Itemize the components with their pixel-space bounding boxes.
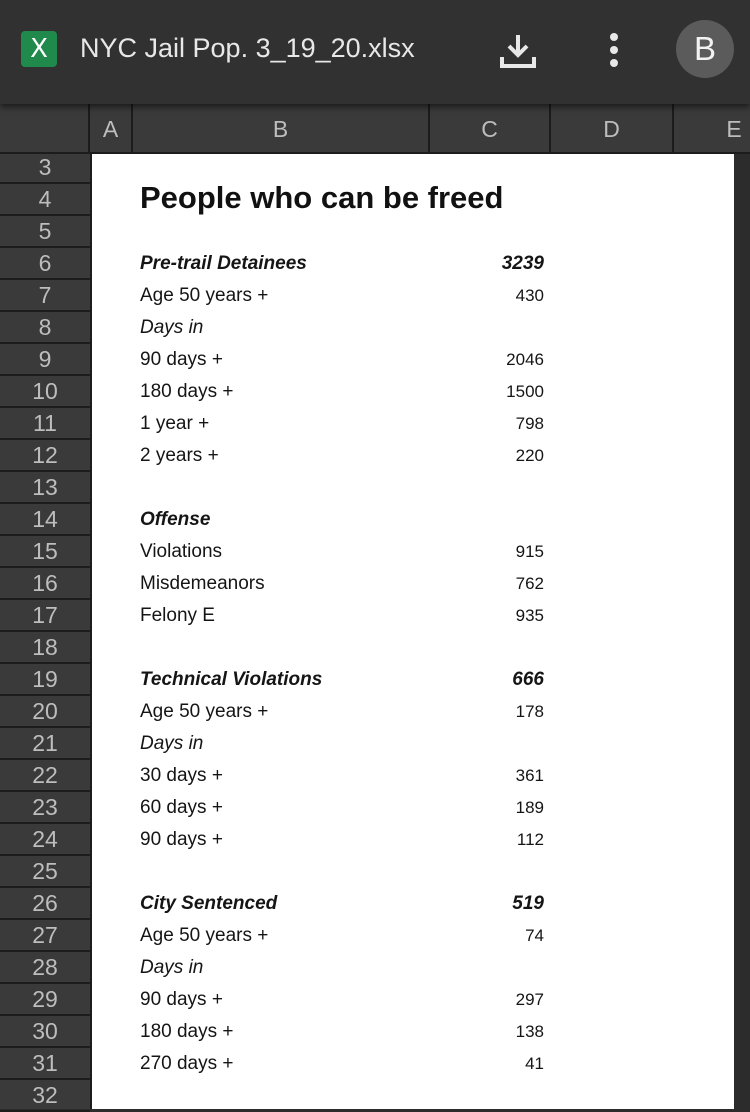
row-label[interactable]: Age 50 years +: [140, 925, 269, 946]
row-header[interactable]: 19: [0, 664, 90, 696]
row-label[interactable]: Violations: [140, 541, 223, 562]
row-header[interactable]: 29: [0, 984, 90, 1016]
row-label[interactable]: City Sentenced: [140, 893, 278, 914]
row-value[interactable]: 935: [515, 606, 544, 625]
row-value[interactable]: 297: [515, 990, 544, 1009]
row-header[interactable]: 20: [0, 696, 90, 728]
row-value[interactable]: 220: [515, 446, 544, 465]
row-header[interactable]: 31: [0, 1048, 90, 1080]
account-avatar[interactable]: B: [676, 20, 734, 78]
column-header-d[interactable]: D: [551, 104, 674, 152]
row-value[interactable]: 138: [515, 1022, 544, 1041]
row-label[interactable]: 90 days +: [140, 829, 223, 850]
row-label[interactable]: 1 year +: [140, 413, 210, 434]
row-label[interactable]: 30 days +: [140, 765, 223, 786]
row-value[interactable]: 915: [515, 542, 544, 561]
row-header[interactable]: 4: [0, 184, 90, 216]
row-value[interactable]: 519: [512, 893, 544, 914]
row-value[interactable]: 74: [525, 926, 544, 945]
row-label[interactable]: 270 days +: [140, 1053, 234, 1074]
row-value[interactable]: 1500: [506, 382, 544, 401]
row-header[interactable]: 10: [0, 376, 90, 408]
row-header[interactable]: 13: [0, 472, 90, 504]
row-label[interactable]: 60 days +: [140, 797, 223, 818]
row-value[interactable]: 2046: [506, 350, 544, 369]
row-header[interactable]: 11: [0, 408, 90, 440]
file-name-title: NYC Jail Pop. 3_19_20.xlsx: [80, 33, 415, 63]
row-label[interactable]: Age 50 years +: [140, 701, 269, 722]
row-label[interactable]: 90 days +: [140, 989, 223, 1010]
row-header[interactable]: 21: [0, 728, 90, 760]
row-header[interactable]: 6: [0, 248, 90, 280]
sheet-title: People who can be freed: [140, 180, 504, 215]
row-label[interactable]: 180 days +: [140, 381, 234, 402]
row-label[interactable]: Days in: [140, 733, 204, 754]
row-header[interactable]: 7: [0, 280, 90, 312]
row-header[interactable]: 23: [0, 792, 90, 824]
column-header-b[interactable]: B: [133, 104, 430, 152]
column-header-c[interactable]: C: [430, 104, 551, 152]
row-header[interactable]: 9: [0, 344, 90, 376]
row-header[interactable]: 14: [0, 504, 90, 536]
row-header[interactable]: 18: [0, 632, 90, 664]
row-header[interactable]: 22: [0, 760, 90, 792]
row-header[interactable]: 32: [0, 1080, 90, 1112]
column-header-e[interactable]: E: [726, 116, 742, 142]
row-value[interactable]: 666: [512, 669, 544, 690]
row-label[interactable]: Days in: [140, 317, 204, 338]
row-header[interactable]: 24: [0, 824, 90, 856]
row-value[interactable]: 762: [515, 574, 544, 593]
row-header[interactable]: 5: [0, 216, 90, 248]
row-header[interactable]: 30: [0, 1016, 90, 1048]
row-label[interactable]: Misdemeanors: [140, 573, 265, 594]
row-value[interactable]: 189: [515, 798, 544, 817]
row-header[interactable]: 25: [0, 856, 90, 888]
row-label[interactable]: Technical Violations: [140, 669, 323, 690]
excel-file-icon: X: [21, 31, 57, 67]
row-label[interactable]: Offense: [140, 509, 211, 530]
row-value[interactable]: 178: [515, 702, 544, 721]
row-value[interactable]: 41: [525, 1054, 544, 1073]
row-value[interactable]: 3239: [501, 253, 544, 274]
row-header[interactable]: 17: [0, 600, 90, 632]
row-label[interactable]: 2 years +: [140, 445, 219, 466]
row-label[interactable]: Days in: [140, 957, 204, 978]
row-label[interactable]: Pre-trail Detainees: [140, 253, 307, 274]
top-app-bar: [0, 0, 750, 104]
row-value[interactable]: 430: [515, 286, 544, 305]
row-label[interactable]: 90 days +: [140, 349, 223, 370]
corner-cell[interactable]: [0, 104, 90, 152]
download-icon[interactable]: [498, 31, 538, 71]
row-header[interactable]: 8: [0, 312, 90, 344]
spreadsheet-content: [92, 152, 734, 1109]
row-header[interactable]: 12: [0, 440, 90, 472]
row-header[interactable]: 3: [0, 152, 90, 184]
row-number-column: [0, 152, 92, 1109]
more-vert-icon[interactable]: [598, 31, 630, 71]
row-header[interactable]: 26: [0, 888, 90, 920]
column-header-bar: [0, 104, 750, 154]
row-value[interactable]: 361: [515, 766, 544, 785]
row-label[interactable]: 180 days +: [140, 1021, 234, 1042]
row-header[interactable]: 15: [0, 536, 90, 568]
row-header[interactable]: 27: [0, 920, 90, 952]
row-label[interactable]: Felony E: [140, 605, 215, 626]
row-header[interactable]: 16: [0, 568, 90, 600]
row-value[interactable]: 112: [516, 830, 544, 849]
row-value[interactable]: 798: [515, 414, 544, 433]
row-label[interactable]: Age 50 years +: [140, 285, 269, 306]
row-header[interactable]: 28: [0, 952, 90, 984]
column-header-a[interactable]: A: [90, 104, 133, 152]
